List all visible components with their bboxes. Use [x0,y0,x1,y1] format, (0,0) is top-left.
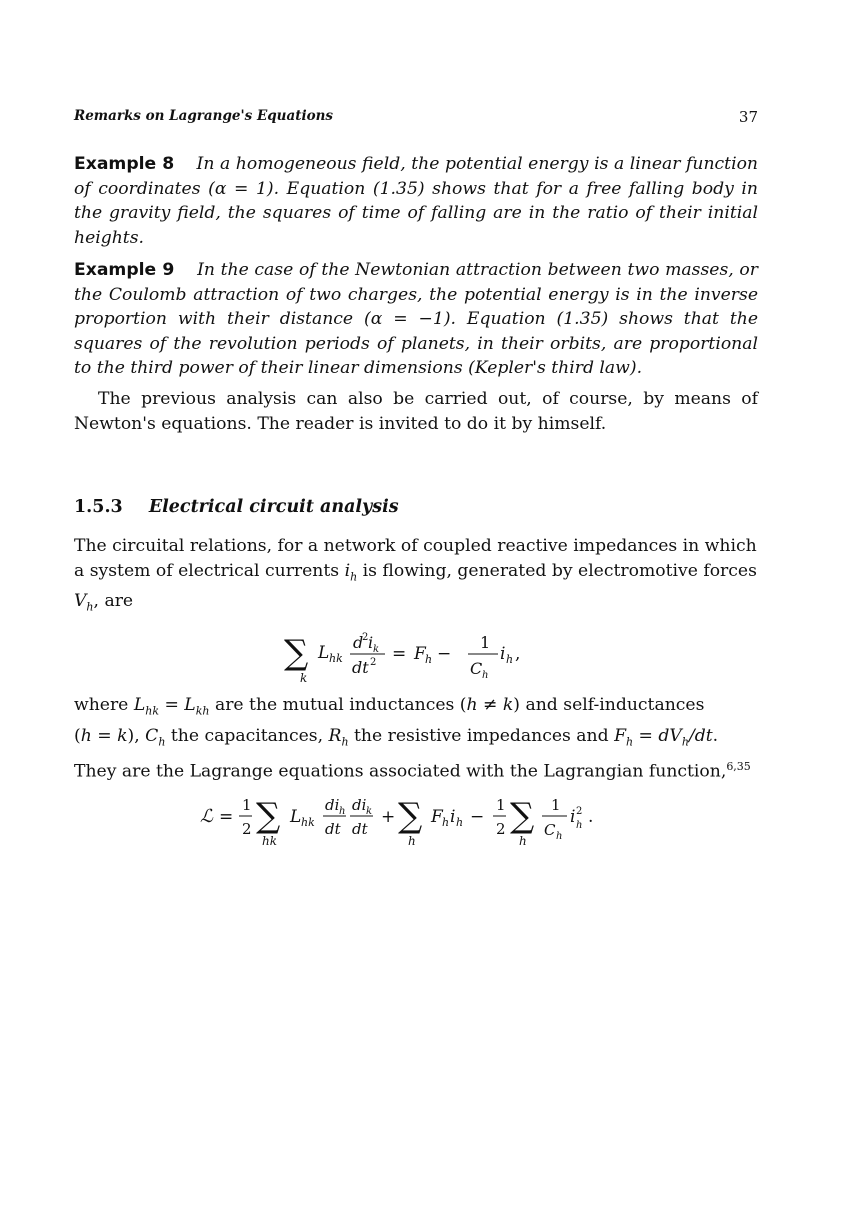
denominator: dt [352,658,369,677]
example-9-text: In the case of the Newtonian attraction between two masses, or the Coulomb attraction of two charges, the potential energy is in the inverse proportion with their distance (α = −1). Equation (1.35) shows that the squares of the revolution periods of planets, in their orbits, are proportional to the third power of their linear dimensions (Kepler's third law). [74,260,758,378]
plus-sign: + [381,807,396,827]
paragraph-circuit [74,534,758,620]
math-Fh: $F_h = dV_h/dt$ [614,725,713,749]
paragraph-newton: The previous analysis can also be carried out, of course, by means of Newton's equations. The reader is invited to do it by himself. [74,389,758,434]
sum-index: k [300,671,308,685]
text-segment: ( [74,725,81,746]
numerator: i [368,633,374,652]
math-sub: h [86,600,94,614]
math-i: i [570,807,576,827]
section-heading [74,497,399,517]
example-9 [74,258,758,381]
math-sub: hk [329,652,343,665]
numerator: d [353,633,364,652]
paragraph-inductances-line-1 [74,693,758,724]
math-h-neq-k: h ≠ k [466,695,514,715]
example-9-label: Example 9 [74,260,175,280]
text-segment: is flowing, generated by electromotive forces [357,560,757,581]
numerator: di [325,796,340,814]
example-8-text: In a homogeneous field, the potential energy is a linear function of coordinates (α = 1). Equation (1.35) shows that for a free falling body in the gravity field, the squares of time of falling are in the ratio of their initial heights. [74,154,758,248]
subscript: k [373,644,380,655]
section-number: 1.5.3 [74,497,123,517]
paragraph-inductances [74,693,758,784]
equals-sign: = [392,644,407,664]
math-Rh: $R_h$ [328,725,349,749]
subscript: h [482,670,489,681]
sum-index: h [408,834,416,848]
math-sub: h [350,569,358,583]
text-segment: are the mutual inductances ( [209,695,467,715]
subscript: h [576,820,583,831]
superscript: 2 [370,657,377,668]
math-Ch: $C_h$ [145,725,166,749]
math-F: F [431,807,443,827]
superscript: 2 [576,806,583,817]
subscript: h [556,831,563,842]
equation-lagrangian [0,778,850,852]
equals-sign: = [219,807,234,827]
math-var: i [344,560,351,581]
math-F: F [414,644,426,664]
math-sub: h [456,816,464,829]
denominator: C [544,821,556,839]
denominator: C [470,659,483,678]
subscript: h [339,806,346,817]
script-L: ℒ [200,806,213,827]
minus-sign: − [437,644,452,664]
example-8-label: Example 8 [74,154,175,174]
math-sub: hk [301,816,315,829]
citation-superscript: 6,35 [726,759,751,773]
page-number: 37 [738,108,758,126]
text-segment: , are [93,591,134,612]
paragraph-circuit-line-1: The circuital relations, for a network of coupled reactive impedances in which [74,536,757,556]
text-segment: the resistive impedances and [348,725,615,746]
equation-circuit-relations [0,618,850,690]
period: . [588,807,594,827]
superscript: 2 [362,632,369,643]
math-h-eq-k: h = k [80,725,128,746]
math-L: L [290,807,302,827]
math-L: L [318,643,330,663]
text-segment: ) and self-inductances [513,695,705,715]
paragraph-circuit-line-3 [74,589,758,620]
math-sub: h [425,653,433,666]
text-segment: the capacitances, [165,725,329,746]
math-var: V [74,591,87,612]
section-title: Electrical circuit analysis [148,497,399,517]
text-segment: ), [127,725,146,746]
sum-symbol: ∑ [256,796,281,836]
paragraph-inductances-line-2: (h = k), $C_h$ the capacitances, $R_h$ the resistive impedances and $F_h = dV_h/dt$. [74,725,719,749]
math-Lhk: $L_{hk} = L_{kh}$ [133,695,210,718]
running-head-title: Remarks on Lagrange's Equations [74,108,334,124]
math-sub: h [506,653,514,666]
sum-symbol: ∑ [398,796,423,836]
math-sub: h [442,816,450,829]
sum-index: hk [262,834,277,848]
text-segment: where [74,695,134,715]
math-i: i [500,644,506,664]
subscript: k [366,806,373,817]
sum-index: h [519,834,527,848]
comma: , [515,644,521,664]
math-i: i [450,807,456,827]
numerator: 1 [242,796,252,814]
paragraph-circuit-line-2 [74,559,758,590]
denominator: dt [352,820,368,838]
text-segment: They are the Lagrange equations associated with the Lagrangian function, [74,761,727,782]
denominator: dt [325,820,341,838]
sum-symbol: ∑ [284,633,309,673]
numerator: 1 [496,796,506,814]
minus-sign: − [470,807,485,827]
example-8 [74,152,758,250]
numerator: di [352,796,367,814]
numerator: 1 [480,633,491,652]
numerator: 1 [551,796,561,814]
text-segment: a system of electrical currents [74,560,345,581]
denominator: 2 [242,820,252,838]
sum-symbol: ∑ [510,796,535,836]
denominator: 2 [496,820,506,838]
